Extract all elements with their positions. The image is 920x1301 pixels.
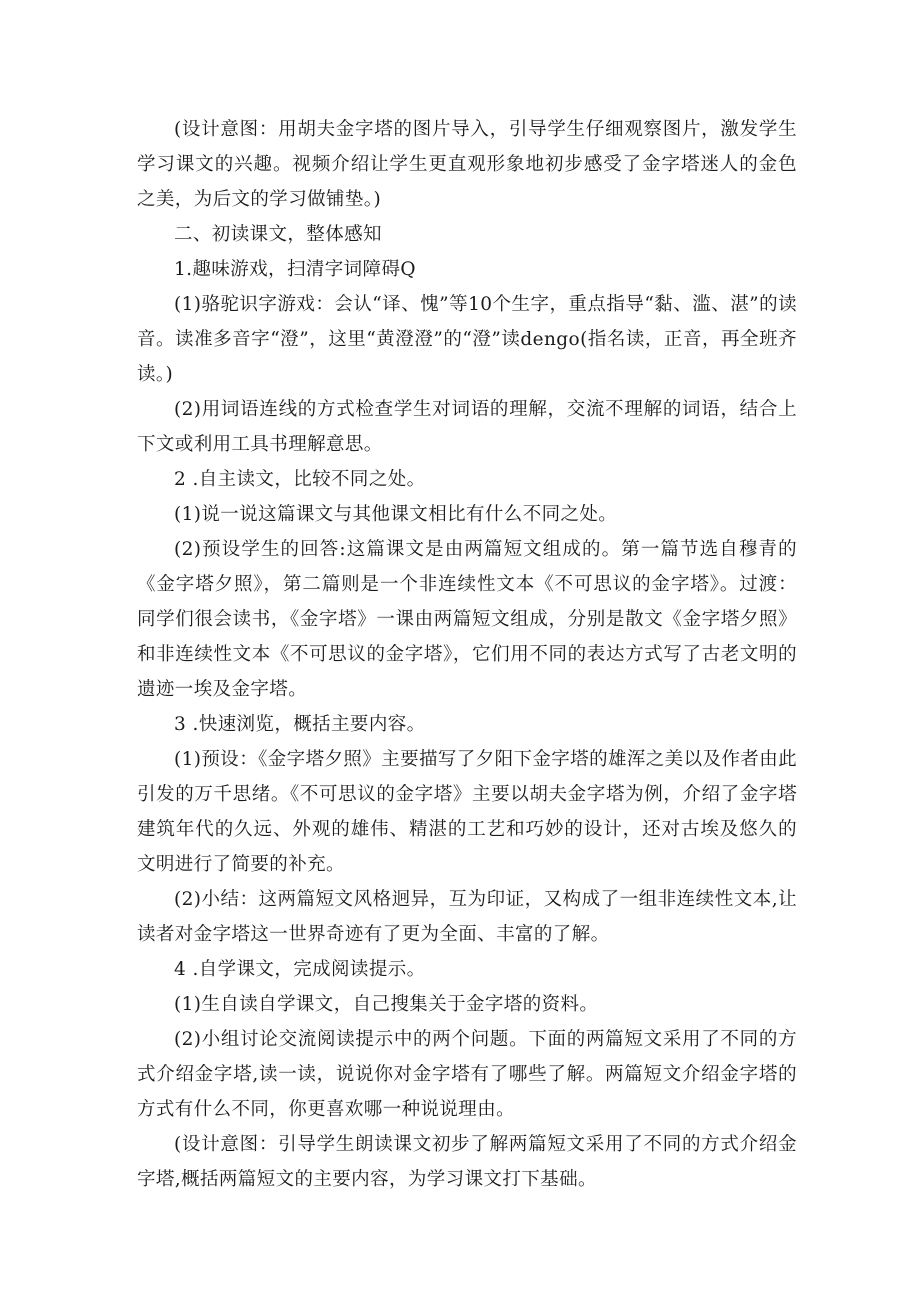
design-intent-paragraph-1: (设计意图：用胡夫金字塔的图片导入，引导学生仔细观察图片，激发学生学习课文的兴趣。视频介绍让学生更直观形象地初步感受了金字塔迷人的金色之美，为后文的学习做铺垫。) bbox=[137, 119, 797, 210]
step-3-item-2: (2)小结：这两篇短文风格迥异，互为印证，又构成了一组非连续性文本,让读者对金字塔这一世界奇迹有了更为全面、丰富的了解。 bbox=[137, 889, 797, 945]
step-2-item-1: (1)说一说这篇课文与其他课文相比有什么不同之处。 bbox=[174, 504, 618, 525]
step-3-item-1: (1)预设：《金字塔夕照》主要描写了夕阳下金字塔的雄浑之美以及作者由此引发的万千思绪。《不可思议的金字塔》主要以胡夫金字塔为例，介绍了金字塔建筑年代的久远、外观的雄伟、精湛的工艺和巧妙的设计，还对古埃及悠久的文明进行了简要的补充。 bbox=[137, 749, 797, 875]
step-1-heading: 1.趣味游戏，扫清字词障碍Q bbox=[174, 259, 416, 280]
step-2-heading: 2 .自主读文，比较不同之处。 bbox=[174, 469, 426, 490]
design-intent-paragraph-2: (设计意图：引导学生朗读课文初步了解两篇短文采用了不同的方式介绍金字塔,概括两篇短文的主要内容，为学习课文打下基础。 bbox=[137, 1134, 797, 1190]
step-3-heading: 3 .快速浏览，概括主要内容。 bbox=[174, 714, 426, 735]
section-heading-first-reading: 二、初读课文，整体感知 bbox=[174, 224, 382, 245]
step-1-item-1: (1)骆驼识字游戏：会认“译、愧”等10个生字，重点指导“黏、滥、湛”的读音。读准多音字“澄”，这里“黄澄澄”的“澄”读dengo(指名读，正音，再全班齐读。) bbox=[137, 294, 797, 385]
document-body bbox=[137, 112, 797, 1197]
step-1-item-2: (2)用词语连线的方式检查学生对词语的理解，交流不理解的词语，结合上下文或利用工具书理解意思。 bbox=[137, 399, 797, 455]
step-4-heading: 4 .自学课文，完成阅读提示。 bbox=[174, 959, 426, 980]
step-2-item-2: (2)预设学生的回答:这篇课文是由两篇短文组成的。第一篇节选自穆青的《金字塔夕照》，第二篇则是一个非连续性文本《不可思议的金字塔》。过渡：同学们很会读书，《金字塔》一课由两篇短文组成，分别是散文《金字塔夕照》和非连续性文本《不可思议的金字塔》，它们用不同的表达方式写了古老文明的遗迹一埃及金字塔。 bbox=[137, 539, 797, 700]
step-4-item-1: (1)生自读自学课文，自己搜集关于金字塔的资料。 bbox=[174, 994, 599, 1015]
step-4-item-2: (2)小组讨论交流阅读提示中的两个问题。下面的两篇短文采用了不同的方式介绍金字塔,读一读，说说你对金字塔有了哪些了解。两篇短文介绍金字塔的方式有什么不同，你更喜欢哪一种说说理由。 bbox=[137, 1029, 797, 1120]
